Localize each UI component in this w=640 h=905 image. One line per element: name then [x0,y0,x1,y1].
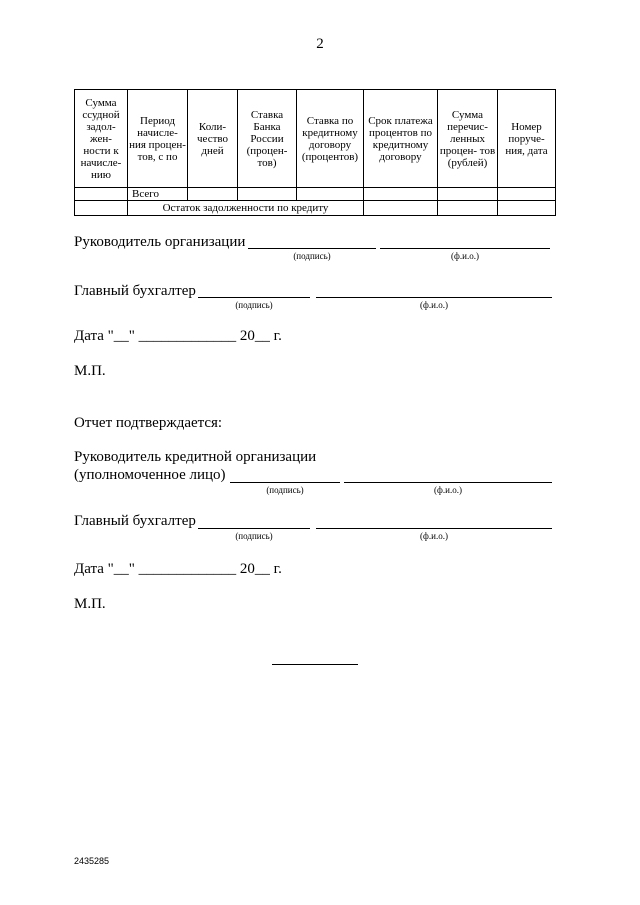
header-cell-contract-rate: Ставка по кредитному договору (процентов) [297,90,364,188]
credit-org-fio-line [344,482,552,483]
signature-caption: (подпись) [235,531,273,541]
signature-caption: (подпись) [235,300,273,310]
chief-accountant-label: Главный бухгалтер [74,283,196,299]
stamp-placeholder-2: М.П. [74,596,106,612]
chief-accountant-fio-line [316,297,552,298]
org-head-signature-line [248,248,376,249]
signature-caption: (подпись) [266,485,304,495]
fio-caption: (ф.и.о.) [420,300,448,310]
interest-report-table [74,89,556,216]
chief-accountant-label-2: Главный бухгалтер [74,513,196,529]
header-cell-days: Коли- чество дней [188,90,238,188]
authorized-person-label: (уполномоченное лицо) [74,467,226,483]
end-separator-line [272,664,358,665]
total-label: Всего [128,188,188,201]
header-cell-debt-amount: Сумма ссудной задол- жен- ности к начисле- нию [75,90,128,188]
remaining-debt-label: Остаток задолженности по кредиту [128,201,364,216]
fio-caption: (ф.и.о.) [420,531,448,541]
date-line-2: Дата "__" _____________ 20__ г. [74,561,282,577]
page-number: 2 [316,36,324,52]
chief-accountant-signature-line [198,297,310,298]
document-id: 2435285 [74,856,110,866]
chief-accountant-2-fio-line [316,528,552,529]
fio-caption: (ф.и.о.) [434,485,462,495]
date-line: Дата "__" _____________ 20__ г. [74,328,282,344]
fio-caption: (ф.и.о.) [451,251,479,261]
header-cell-order-number: Номер поруче- ния, дата [498,90,556,188]
table-row-total [75,188,556,201]
org-head-fio-line [380,248,550,249]
header-cell-payment-term: Срок платежа процентов по кредитному договору [364,90,438,188]
org-head-label: Руководитель организации [74,234,246,250]
header-cell-cbr-rate: Ставка Банка России (процен- тов) [238,90,297,188]
credit-org-signature-line [230,482,340,483]
stamp-placeholder: М.П. [74,363,106,379]
credit-org-head-label: Руководитель кредитной организации [74,449,317,465]
header-cell-transferred-sum: Сумма перечис- ленных процен- тов (рублей) [438,90,498,188]
report-confirmed-label: Отчет подтверждается: [74,415,223,431]
table-header-row [75,90,556,188]
header-cell-period: Период начисле- ния процен- тов, с по [128,90,188,188]
table-row-remaining [75,201,556,216]
signature-caption: (подпись) [293,251,331,261]
chief-accountant-2-signature-line [198,528,310,529]
